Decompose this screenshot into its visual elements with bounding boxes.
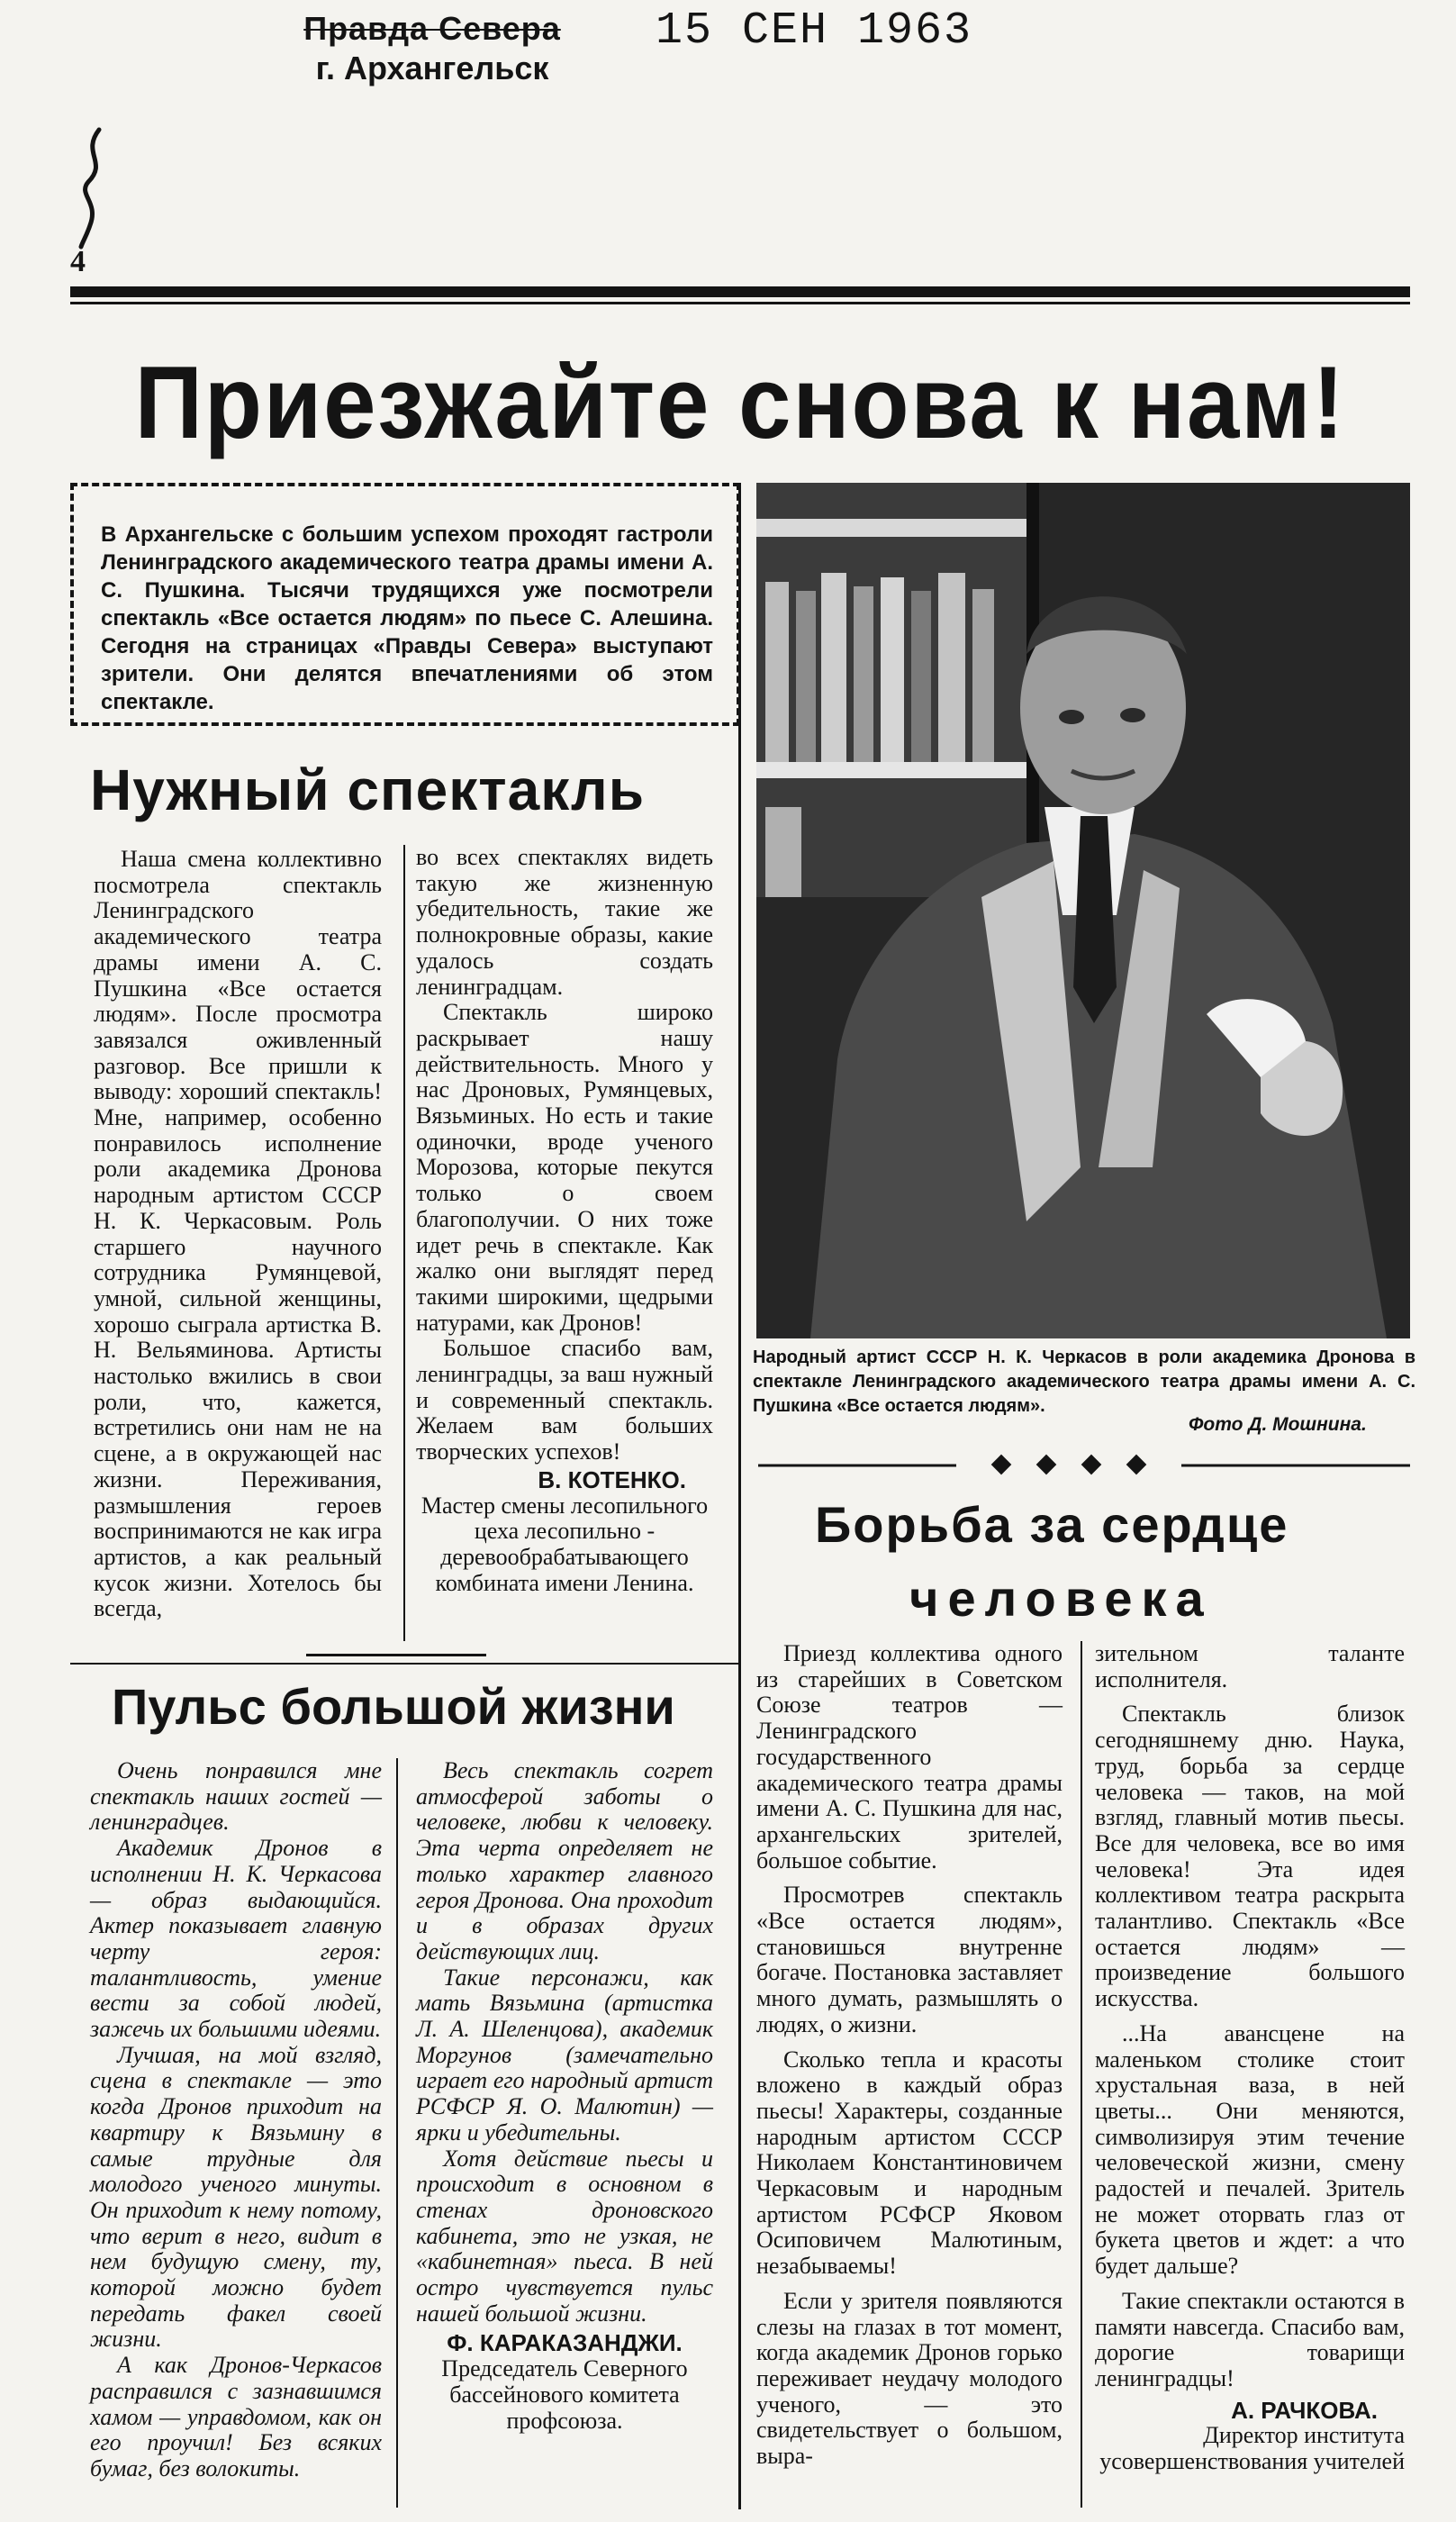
top-rule (70, 286, 1410, 297)
date-stamp: 15 СЕН 1963 (656, 5, 973, 57)
article3-title-line1: Борьба за сердце (815, 1496, 1289, 1553)
article3-author-title: Директор института усовершенствования учителей (1099, 2422, 1405, 2475)
top-rule-thin (70, 302, 1410, 304)
article2-column-rule (396, 1758, 398, 2508)
article3-col1-p3: Сколько тепла и красоты вложено в каждый образ пьесы! Характеры, созданные народным артистом СССР Николаем Константиновичем Черкасовым и народным артистом РСФСР Яковом Осиповичем Малютиным, незабываемы! (756, 2046, 1063, 2280)
article3-author: А. РАЧКОВА. (1231, 2396, 1378, 2424)
headline: Приезжайте снова к нам! (134, 346, 1346, 460)
article3-col2-p1: зительном таланте исполнителя. (1095, 1640, 1405, 1692)
article1-col2-p2: Спектакль широко раскрывает нашу действительность. Много у нас Дроновых, Румянцевых, Вязьминых. Но есть и такие одиночки, вроде ученого Морозова, которые пекутся только о своем благополучии. О них тоже идет речь в спектакле. Как жалко они выглядят перед такими широкими, щедрыми натурами, как Дронов! (416, 999, 713, 1336)
article1-col2 (416, 845, 713, 1596)
article2-top-rule (70, 1663, 738, 1665)
article3-col1-p2: Просмотрев спектакль «Все остается людям», становишься внутренне богаче. Постановка заставляет много думать, размышлять о людях, о жизни. (756, 1882, 1063, 2037)
newspaper-name: Правда Севера (303, 10, 561, 47)
cherkasov-photo (756, 483, 1410, 1338)
article2-col2-p3: Хотя действие пьесы и происходит в основном в стенах дроновского кабинета, это не узкая, не «кабинетная» пьеса. В ней остро чувствуется пульс нашей большой жизни. (416, 2145, 713, 2327)
article1-title: Нужный спектакль (90, 758, 646, 822)
handwritten-mark (72, 126, 117, 252)
article2-author: Ф. КАРАКАЗАНДЖИ. (447, 2329, 683, 2357)
article1-col1: Наша смена коллективно посмотрела спектакль Ленинградского академического театра драмы имени А. С. Пушкина «Все остается людям». После просмотра завязался оживленный разговор. Все пришли к выводу: хороший спектакль! Мне, например, особенно понравилось исполнение роли академика Дронова народным артистом СССР Н. К. Черкасовым. Роль старшего научного сотрудника Румянцевой, умной, сильной женщины, хорошо сыграла артистка В. Н. Вельяминова. Артисты настолько вжились в свои роли, что, кажется, встретились они нам не на сцене, а в окружающей нас жизни. Переживания, размышления героев воспринимаются не как игра артистов, а как реальный кусок жизни. Хотелось бы всегда, (94, 847, 382, 1622)
article3-col1-p4: Если у зрителя появляются слезы на глазах в тот момент, когда академик Дронов горько переживает неудачу молодого ученого, — это свидетельствует о большом, выра- (756, 2287, 1063, 2470)
article2-col1-p2: Академик Дронов в исполнении Н. К. Черкасова — образ выдающийся. Актер показывает главную черту героя: талантливость, умение вести за собой людей, зажечь их большими идеями. (90, 1835, 382, 2043)
article2-col1 (90, 1758, 382, 2482)
article2-col2 (416, 1758, 713, 2434)
article3-col2 (1095, 1641, 1405, 2475)
article3-title-line2: человека (909, 1570, 1213, 1627)
section-divider (758, 1452, 1410, 1479)
article3-col2-p2: Спектакль близок сегодняшнему дню. Наука, труд, борьба за сердце человека — таков, на мой взгляд, главный мотив пьесы. Все для человека, все во имя человека! Эта идея коллективом театра раскрыта талантливо. Спектакль «Все остается людям» — произведение большого искусства. (1095, 1701, 1405, 2012)
article3-column-rule (1081, 1641, 1082, 2508)
article1-author: В. КОТЕНКО. (538, 1465, 686, 1493)
newspaper-city: г. Архангельск (315, 50, 549, 86)
article3-col1 (756, 1641, 1063, 2470)
article2-col1-p3: Лучшая, на мой взгляд, сцена в спектакле — это когда Дронов приходит на квартиру к Вязьмину в самые трудные для молодого ученого минуты. Он приходит к нему потому, что верит в него, видит в нем будущую смену, ту, которой можно будет передать факел своей жизни. (90, 2041, 382, 2353)
short-rule (306, 1654, 486, 1656)
article1-col2-p1: во всех спектаклях видеть такую же жизненную убедительность, такие же полнокровные образы, какие удалось создать ленинградцам. (416, 844, 713, 1000)
article2-title: Пульс большой жизни (112, 1678, 675, 1735)
lead-text: В Архангельске с большим успехом проходят гастроли Ленинградского академического театра драмы имени А. С. Пушкина. Тысячи трудящихся уже посмотрели спектакль «Все остается людям» по пьесе С. Алешина. Сегодня на страницах «Правды Севера» выступают зрители. Они делятся впечатлениями об этом спектакле. (101, 522, 713, 714)
photo-caption: Народный артист СССР Н. К. Черкасов в роли академика Дронова в спектакле Ленинградского академического театра драмы имени А. С. Пушкина «Все остается людям». (753, 1347, 1415, 1416)
article1-col2-p3: Большое спасибо вам, ленинградцы, за ваш нужный и современный спектакль. Желаем вам больших творческих успехов! (416, 1335, 713, 1465)
article3-col2-p3: ...На авансцене на маленьком столике стоит хрустальная ваза, в ней цветы... Они меняются, символизируя этим течение человеческой жизни, смену радостей и печалей. Зритель не может оторвать глаз от букета цветов и ждет: а что будет дальше? (1095, 2019, 1405, 2280)
article3-col2-p4: Такие спектакли остаются в памяти навсегда. Спасибо вам, дорогие товарищи ленинградцы! (1095, 2287, 1405, 2391)
article2-col1-p1: Очень понравился мне спектакль наших гостей — ленинградцев. (90, 1757, 382, 1836)
article2-col1-p4: А как Дронов-Черкасов расправился с зазнавшимся хамом — управдомом, как он его проучил! Без всяких бумаг, без волокиты. (90, 2352, 382, 2481)
article2-col2-p2: Такие персонажи, как мать Вязьмина (артистка Л. А. Шеленцова), академик Моргунов (замечательно играет его народный артист РСФСР Я. О. Малютин) — ярки и убедительны. (416, 1964, 713, 2146)
photo-credit: Фото Д. Мошнина. (1189, 1414, 1367, 1435)
main-column-rule (738, 483, 741, 2509)
newspaper-stamp (270, 9, 594, 88)
page-number: 4 (70, 245, 86, 278)
article1-author-title: Мастер смены лесопильного цеха лесопильно - деревообрабатывающего комбината имени Ленина. (421, 1492, 709, 1596)
article2-col2-p1: Весь спектакль согрет атмосферой заботы о человеке, любви к человеку. Эта черта определяет не только характер главного героя Дронова. Она проходит и в образах других действующих лиц. (416, 1757, 713, 1964)
article1-column-rule (403, 845, 405, 1641)
photo-illustration (756, 483, 1410, 1338)
article2-author-title: Председатель Северного бассейнового комитета профсоюза. (441, 2355, 688, 2434)
article3-col1-p1: Приезд коллектива одного из старейших в Советском Союзе театров — Ленинградского государственного академического театра драмы имени А. С. Пушкина для нас, архангельских зрителей, большое событие. (756, 1640, 1063, 1873)
